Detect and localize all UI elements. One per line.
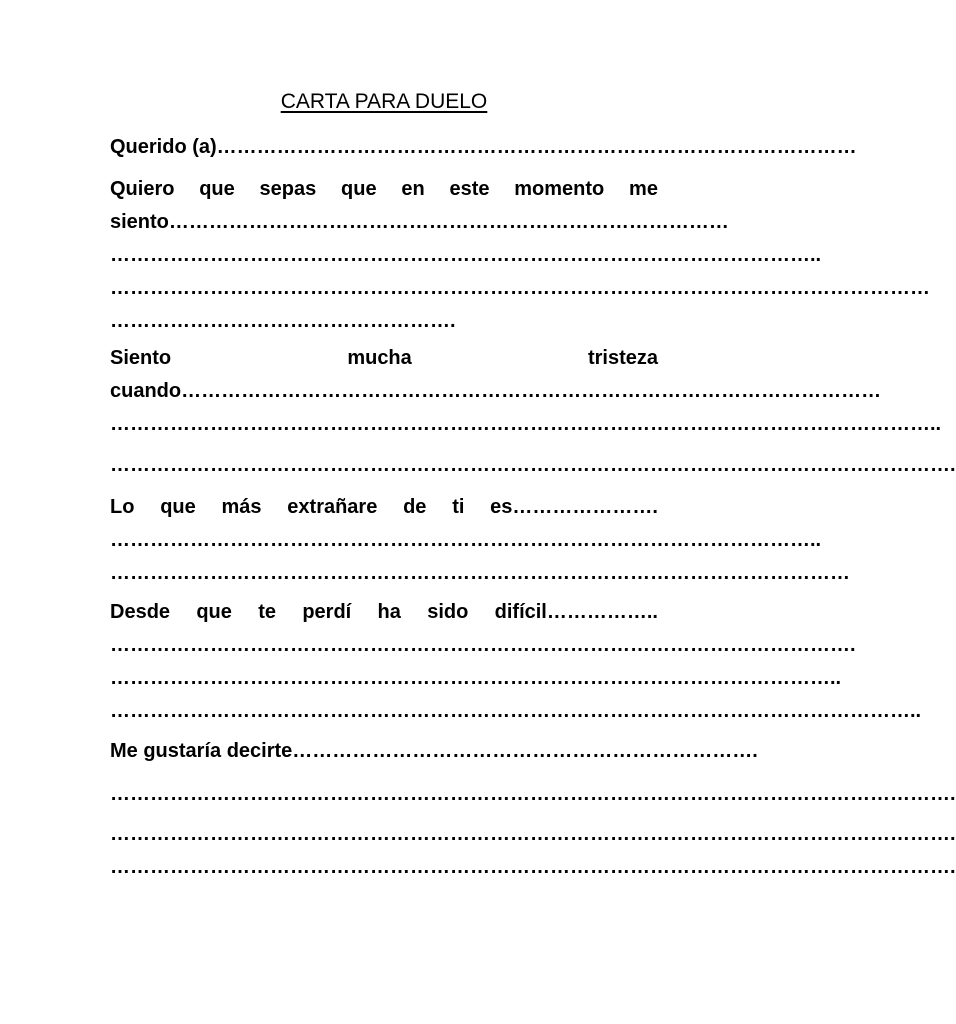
- paragraph-feelings-line-2: siento…………………………………………………………………………: [110, 211, 729, 233]
- word: más: [221, 496, 262, 518]
- paragraph-tell-line-1: Me gustaría decirte…………………………………………………………….: [110, 740, 758, 762]
- paragraph-difficult-line-1: [110, 600, 658, 624]
- word: sepas: [259, 178, 317, 200]
- word: momento: [514, 178, 605, 200]
- word: que: [196, 601, 232, 623]
- paragraph-difficult-line-4: …………………………………………………………………………………………………………..: [110, 700, 922, 722]
- paragraph-tell-line-3: ……………………………………………………………………………………………………………….: [110, 823, 956, 845]
- word: extrañare: [287, 496, 378, 518]
- paragraph-tell-line-4: ……………………………………………………………………………………………………………….: [110, 856, 956, 878]
- word: te: [258, 601, 277, 623]
- word: ha: [377, 601, 401, 623]
- word: sido: [427, 601, 469, 623]
- word: tristeza: [587, 347, 658, 369]
- word: Siento: [110, 347, 172, 369]
- word: ti: [452, 496, 465, 518]
- salutation-line: Querido (a)……………………………………………………………………………………: [110, 136, 857, 158]
- paragraph-difficult-line-3: ………………………………………………………………………………………………..: [110, 667, 842, 689]
- word: que: [341, 178, 377, 200]
- word: Quiero: [110, 178, 175, 200]
- paragraph-miss-line-3: …………………………………………………………………………………………………: [110, 562, 850, 584]
- word: en: [401, 178, 425, 200]
- paragraph-feelings-line-5: …………………………………………….: [110, 310, 456, 332]
- word: me: [629, 178, 658, 200]
- paragraph-miss-line-2: ……………………………………………………………………………………………..: [110, 529, 822, 551]
- paragraph-tell-line-2: ……………………………………………………………………………………………………………….: [110, 783, 956, 805]
- paragraph-sadness-line-1: [110, 346, 658, 370]
- paragraph-sadness-line-4: ……………………………………………………………………………………………………………….: [110, 454, 956, 476]
- word: mucha: [347, 347, 412, 369]
- word: perdí: [302, 601, 352, 623]
- paragraph-sadness-line-3: ……………………………………………………………………………………………………………..: [110, 413, 942, 435]
- paragraph-miss-line-1: [110, 495, 658, 519]
- word: es………………….: [490, 496, 658, 518]
- paragraph-difficult-line-2: ………………………………………………………………………………………………….: [110, 634, 856, 656]
- word: que: [160, 496, 196, 518]
- word: de: [403, 496, 427, 518]
- word: que: [199, 178, 235, 200]
- word: Desde: [110, 601, 171, 623]
- word: Lo: [110, 496, 135, 518]
- paragraph-sadness-line-2: cuando……………………………………………………………………………………………: [110, 380, 882, 402]
- document-title: CARTA PARA DUELO: [280, 90, 488, 113]
- word: difícil……………..: [494, 601, 658, 623]
- word: este: [449, 178, 490, 200]
- paragraph-feelings-line-3: ……………………………………………………………………………………………..: [110, 244, 822, 266]
- paragraph-feelings-line-1: [110, 177, 658, 201]
- paragraph-feelings-line-4: ……………………………………………………………………………………………………………: [110, 277, 930, 299]
